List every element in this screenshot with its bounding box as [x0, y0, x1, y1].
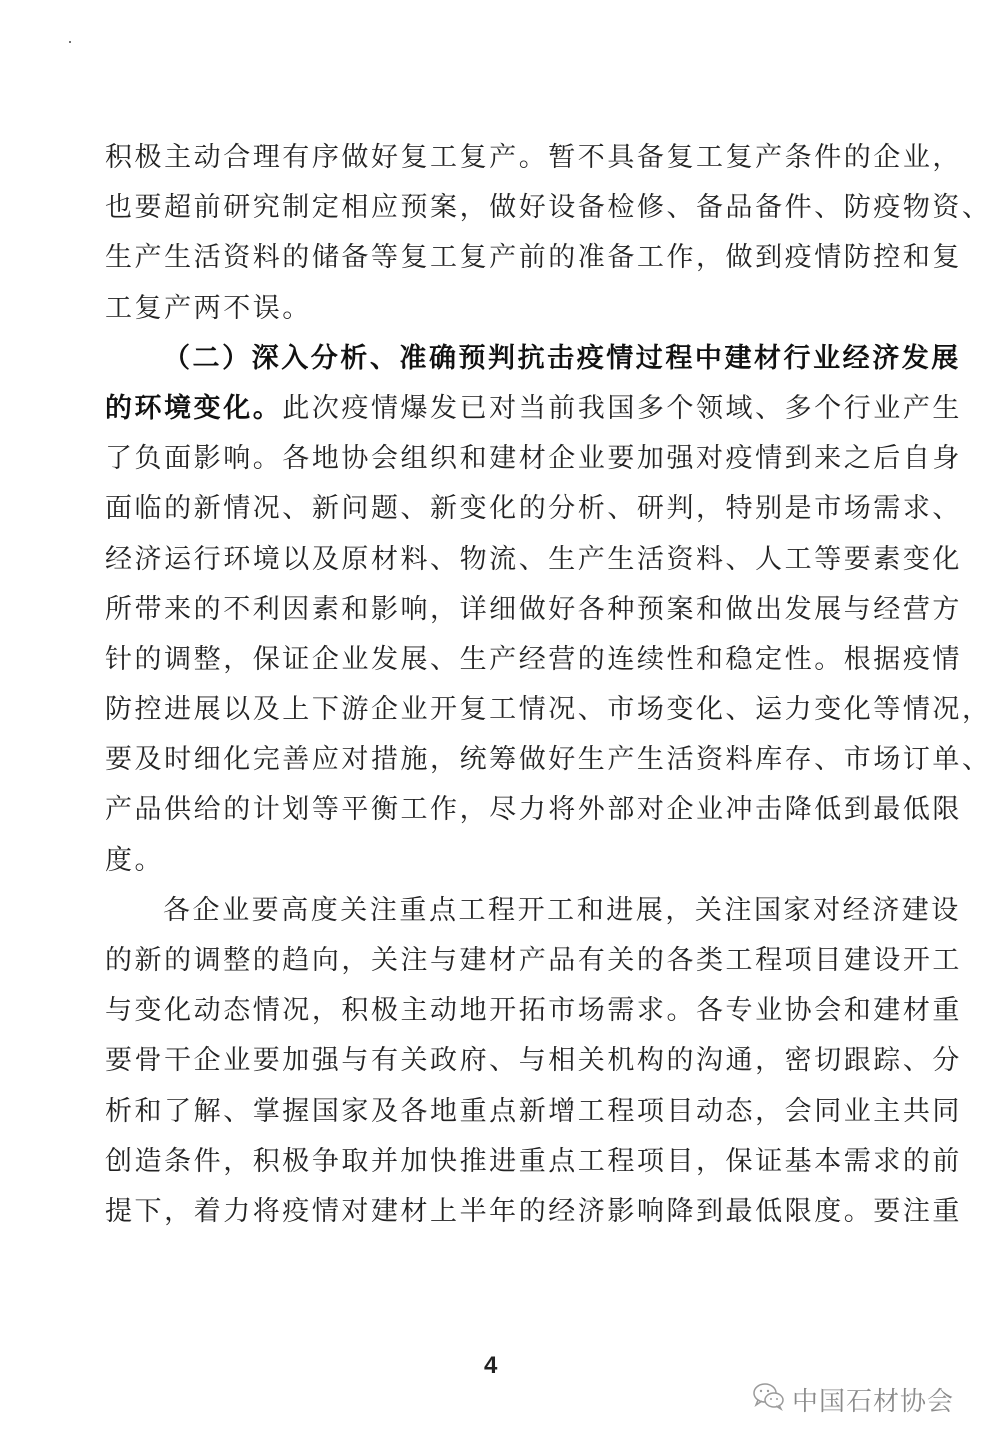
text-line: 析和了解、掌握国家及各地重点新增工程项目动态，会同业主共同: [105, 1095, 962, 1127]
text-line: 提下，着力将疫情对建材上半年的经济影响降到最低限度。要注重: [105, 1195, 962, 1227]
text-line: 经济运行环境以及原材料、物流、生产生活资料、人工等要素变化: [105, 543, 962, 575]
text-line: 要及时细化完善应对措施，统筹做好生产生活资料库存、市场订单、: [105, 744, 992, 776]
page-number: 4: [484, 1352, 498, 1379]
text-line: 防控进展以及上下游企业开复工情况、市场变化、运力变化等情况，: [105, 694, 992, 726]
text-line: 产品供给的计划等平衡工作，尽力将外部对企业冲击降低到最低限: [105, 794, 962, 826]
text-line: 各企业要高度关注重点工程开工和进展，关注国家对经济建设: [163, 894, 961, 926]
watermark-text: 中国石材协会: [792, 1387, 955, 1417]
text-line: 工复产两不误。: [105, 292, 312, 324]
text-line: 所带来的不利因素和影响，详细做好各种预案和做出发展与经营方: [105, 593, 962, 625]
text-line: 了负面影响。各地协会组织和建材企业要加强对疫情到来之后自身: [105, 443, 962, 475]
text-line: 的新的调整的趋向，关注与建材产品有关的各类工程项目建设开工: [105, 945, 962, 976]
paragraph-3: [105, 886, 962, 1237]
text-line: 与变化动态情况，积极主动地开拓市场需求。各专业协会和建材重: [105, 995, 962, 1027]
text-line: 面临的新情况、新问题、新变化的分析、研判，特别是市场需求、: [105, 493, 962, 525]
text-line: 度。: [105, 844, 165, 876]
text-line: 生产生活资料的储备等复工复产前的准备工作，做到疫情防控和复: [105, 242, 962, 274]
section-heading-continued: 的环境变化。: [105, 392, 283, 424]
text-line: [105, 384, 962, 434]
text-span: 此次疫情爆发已对当前我国多个领域、多个行业产生: [282, 392, 962, 424]
text-line: 针的调整，保证企业发展、生产经营的连续性和稳定性。根据疫情: [105, 643, 962, 675]
wechat-icon: [752, 1381, 792, 1418]
paragraph-2: [105, 334, 992, 886]
document-body: [105, 133, 992, 1237]
paragraph-1: [105, 133, 992, 334]
scan-speck: [69, 41, 71, 43]
text-line: 创造条件，积极争取并加快推进重点工程项目，保证基本需求的前: [105, 1145, 962, 1177]
text-line: 积极主动合理有序做好复工复产。暂不具备复工复产条件的企业，: [105, 142, 962, 173]
watermark: [752, 1381, 954, 1418]
text-line: 也要超前研究制定相应预案，做好设备检修、备品备件、防疫物资、: [105, 192, 992, 224]
text-line: 要骨干企业要加强与有关政府、与相关机构的沟通，密切跟踪、分: [105, 1045, 962, 1077]
section-heading: （二）深入分析、准确预判抗击疫情过程中建材行业经济发展: [163, 342, 961, 374]
